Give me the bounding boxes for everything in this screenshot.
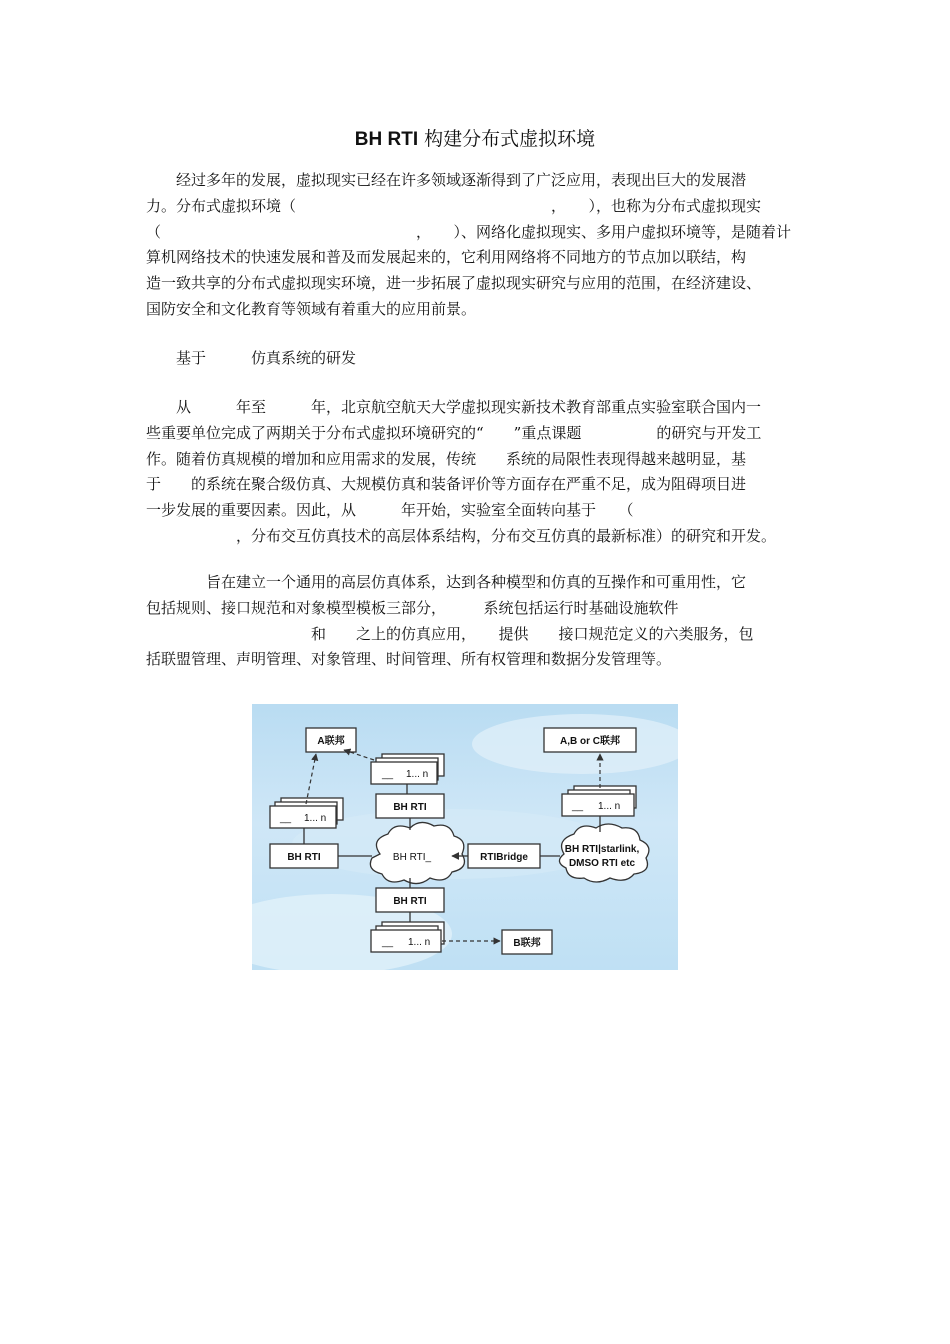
svg-text:BH RTI: BH RTI	[393, 896, 427, 907]
text-line: 算机网络技术的快速发展和普及而发展起来的，它利用网络将不同地方的节点加以联结，构	[146, 248, 747, 267]
stack-dash: __	[382, 769, 394, 780]
text-line: 括联盟管理、声明管理、对象管理、时间管理、所有权管理和数据分发管理等。	[146, 650, 672, 669]
text-line: 经过多年的发展，虚拟现实已经在许多领域逐渐得到了广泛应用，表现出巨大的发展潜	[146, 171, 747, 189]
text-line: ，分布交互仿真技术的高层体系结构，分布交互仿真的最新标准）的研究和开发。	[146, 526, 777, 545]
bh-rti-box-left	[270, 844, 338, 868]
paragraph-intro	[146, 168, 808, 323]
text-line: 造一致共享的分布式虚拟现实环境，进一步拓展了虚拟现实研究与应用的范围，在经济建设、	[146, 274, 762, 293]
federate-stack-bottom	[371, 922, 444, 952]
text-line: 和 之上的仿真应用， 提供 接口规范定义的六类服务，包	[146, 624, 754, 643]
stack-range: 1... n	[598, 801, 621, 812]
rti-bridge-label: RTIBridge	[480, 852, 528, 863]
bh-rti-box-bottom	[376, 888, 444, 912]
federation-a-label: A联邦	[317, 736, 345, 747]
text-line: 包括规则、接口规范和对象模型模板三部分， 系统包括运行时基础设施软件	[146, 598, 679, 617]
federate-stack-right	[562, 786, 636, 816]
cloud-right-line1: BH RTI|starlink,	[564, 844, 640, 855]
stack-dash: __	[382, 937, 394, 948]
paragraph-history	[146, 395, 808, 550]
svg-text:BH RTI: BH RTI	[393, 802, 427, 813]
rti-bridge-box	[468, 844, 540, 868]
text-line: 从 年至 年，北京航空航天大学虚拟现实新技术教育部重点实验室联合国内一	[146, 398, 762, 416]
section-heading: 基于 仿真系统的研发	[146, 349, 357, 367]
stack-range: 1... n	[408, 937, 431, 948]
bh-rti-box-top	[376, 794, 444, 818]
federation-b-label: B联邦	[513, 938, 541, 949]
federate-stack-top	[371, 754, 444, 784]
stack-dash: __	[280, 813, 292, 824]
stack-dash: __	[572, 801, 584, 812]
document-title: BH RTI 构建分布式虚拟环境	[354, 128, 596, 150]
text-line: 作。随着仿真规模的增加和应用需求的发展，传统 系统的局限性表现得越来越明显，基	[146, 449, 747, 468]
text-line: 一步发展的重要因素。因此，从 年开始，实验室全面转向基于 （	[146, 501, 634, 520]
federation-a-box	[306, 728, 356, 752]
text-line: 国防安全和文化教育等领域有着重大的应用前景。	[146, 299, 477, 318]
cloud-right-line2: DMSO RTI etc	[568, 858, 636, 869]
diagram-canvas	[252, 704, 678, 970]
federation-abc-label: A,B or C联邦	[560, 736, 620, 747]
text-line: 力。分布式虚拟环境（ ， ），也称为分布式虚拟现实	[146, 196, 762, 215]
text-line: 旨在建立一个通用的高层仿真体系，达到各种模型和仿真的互操作和可重用性，它	[146, 573, 747, 591]
text-line: （ ， ）、网络化虚拟现实、多用户虚拟环境等，是随着计	[146, 222, 792, 241]
stack-range: 1... n	[406, 769, 429, 780]
federation-b-box	[502, 930, 552, 954]
text-line: 些重要单位完成了两期关于分布式虚拟环境研究的“ ”重点课题 的研究与开发工	[146, 423, 762, 442]
cloud-center-label: BH RTI_	[392, 852, 432, 863]
federation-abc-box	[544, 728, 636, 752]
stack-range: 1... n	[304, 813, 327, 824]
text-line: 于 的系统在聚合级仿真、大规模仿真和装备评价等方面存在严重不足，成为阻碍项目进	[146, 475, 747, 494]
svg-text:BH RTI: BH RTI	[287, 852, 321, 863]
architecture-diagram	[252, 704, 678, 970]
paragraph-hla	[146, 570, 808, 673]
